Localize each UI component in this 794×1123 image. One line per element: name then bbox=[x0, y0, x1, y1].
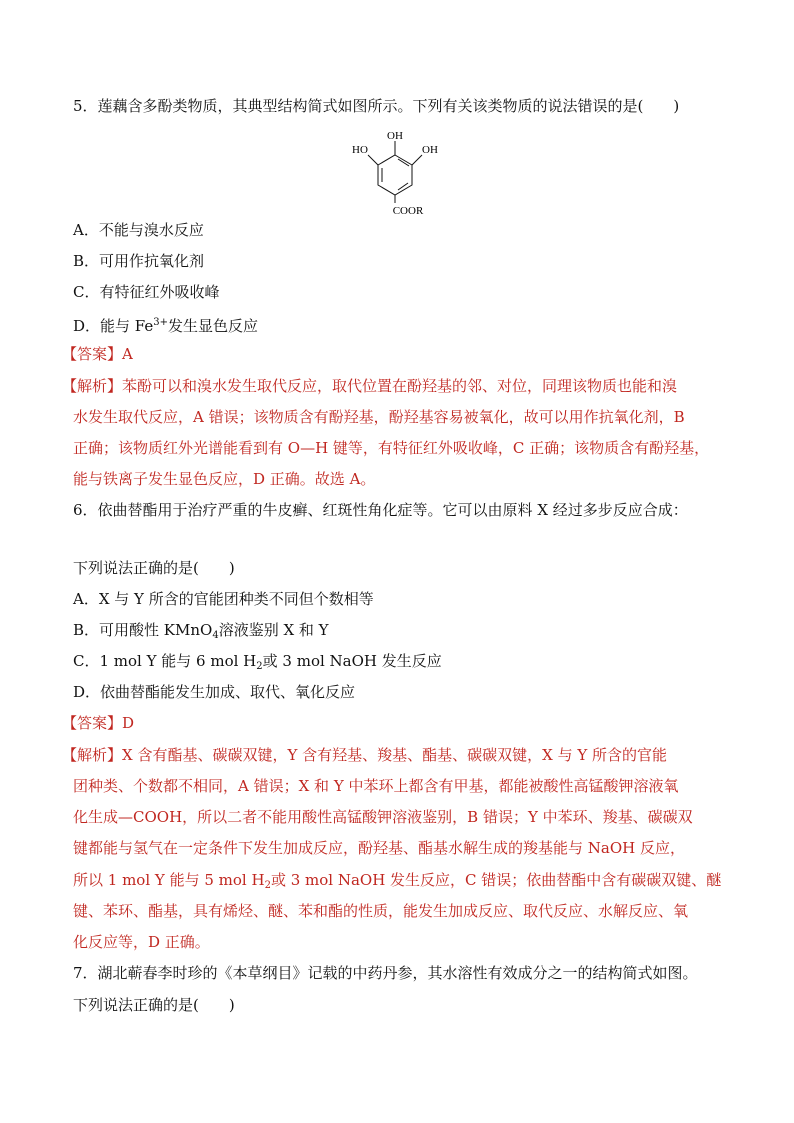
q6-option-d: D．依曲替酯能发生加成、取代、氧化反应 bbox=[73, 683, 356, 701]
answer-label: 【答案】 bbox=[62, 345, 123, 363]
fe-charge: 3+ bbox=[153, 317, 169, 328]
kmno4-subscript: 4 bbox=[212, 630, 219, 641]
explain-text-end: 或 3 mol NaOH 发生反应，C 错误；依曲替酯中含有碳碳双键、醚 bbox=[270, 871, 722, 889]
q5-stem: 5．莲藕含多酚类物质，其典型结构简式如图所示。下列有关该类物质的说法错误的是( ) bbox=[73, 97, 680, 115]
oh-top-label: OH bbox=[387, 130, 403, 142]
q6-option-a: A．X 与 Y 所含的官能团种类不同但个数相等 bbox=[73, 590, 374, 608]
q6-answer bbox=[62, 713, 134, 733]
coor-label: COOR bbox=[392, 205, 424, 217]
q5-option-c: C．有特征红外吸收峰 bbox=[73, 283, 220, 301]
q6-option-c-text-end: 或 3 mol NaOH 发生反应 bbox=[262, 652, 442, 670]
q6-explain-line-3: 化生成—COOH，所以二者不能用酸性高锰酸钾溶液鉴别，B 错误；Y 中苯环、羧基、碳碳双 bbox=[73, 808, 693, 826]
h2-subscript: 2 bbox=[264, 880, 271, 891]
q6-explain-line-2: 团种类、个数都不相同，A 错误；X 和 Y 中苯环上都含有甲基，都能被酸性高锰酸钾溶液氧 bbox=[73, 777, 679, 795]
q6-explain-line-1 bbox=[62, 745, 667, 765]
q5-explain-line-1 bbox=[62, 376, 677, 396]
answer-value: D bbox=[122, 714, 135, 732]
q5-explain-line-3: 正确；该物质红外光谱能看到有 O—H 键等，有特征红外吸收峰，C 正确；该物质含有酚羟基， bbox=[73, 439, 710, 457]
q6-explain-line-7: 化反应等，D 正确。 bbox=[73, 933, 210, 951]
explain-label: 【解析】 bbox=[62, 377, 123, 395]
q5-option-a: A．不能与溴水反应 bbox=[73, 221, 204, 239]
q6-stem: 6．依曲替酯用于治疗严重的牛皮癣、红斑性角化症等。它可以由原料 X 经过多步反应合成： bbox=[73, 501, 688, 519]
q6-explain-line-5 bbox=[73, 870, 721, 896]
q5-option-d bbox=[73, 313, 258, 336]
oh-right-label: OH bbox=[422, 144, 438, 156]
q5-explain-line-4: 能与铁离子发生显色反应，D 正确。故选 A。 bbox=[73, 470, 376, 488]
explain-text: X 含有酯基、碳碳双键，Y 含有羟基、羧基、酯基、碳碳双键，X 与 Y 所含的官能 bbox=[122, 746, 668, 764]
benzene-ring bbox=[368, 141, 422, 203]
q7-prompt: 下列说法正确的是( ) bbox=[73, 996, 235, 1014]
explain-text: 所以 1 mol Y 能与 5 mol H bbox=[73, 871, 265, 889]
q6-explain-line-6: 键、苯环、酯基，具有烯烃、醚、苯和酯的性质，能发生加成反应、取代反应、水解反应、氧 bbox=[73, 902, 689, 920]
explain-label: 【解析】 bbox=[62, 746, 123, 764]
ho-left-label: HO bbox=[352, 144, 368, 156]
q6-option-b bbox=[73, 620, 329, 646]
q5-option-b: B．可用作抗氧化剂 bbox=[73, 252, 205, 270]
q6-option-b-text-end: 溶液鉴别 X 和 Y bbox=[218, 621, 329, 639]
answer-value: A bbox=[122, 345, 133, 363]
q6-option-b-text: B．可用酸性 KMnO bbox=[73, 621, 213, 639]
q5-option-d-text: D．能与 Fe bbox=[73, 317, 154, 335]
q6-explain-line-4: 键都能与氢气在一定条件下发生加成反应，酚羟基、酯基水解生成的羧基能与 NaOH 反应， bbox=[73, 839, 685, 857]
q5-explain-line-2: 水发生取代反应，A 错误；该物质含有酚羟基，酚羟基容易被氧化，故可以用作抗氧化剂，B bbox=[73, 408, 685, 426]
explain-text: 苯酚可以和溴水发生取代反应，取代位置在酚羟基的邻、对位，同理该物质也能和溴 bbox=[122, 377, 678, 395]
polyphenol-structure bbox=[330, 125, 460, 220]
q5-option-d-text-end: 发生显色反应 bbox=[168, 317, 259, 335]
q7-stem: 7．湖北蕲春李时珍的《本草纲目》记载的中药丹参，其水溶性有效成分之一的结构简式如图。 bbox=[73, 964, 698, 982]
q6-prompt: 下列说法正确的是( ) bbox=[73, 559, 235, 577]
q5-answer bbox=[62, 344, 133, 364]
answer-label: 【答案】 bbox=[62, 714, 123, 732]
q6-option-c-text: C．1 mol Y 能与 6 mol H bbox=[73, 652, 257, 670]
h2-subscript: 2 bbox=[256, 661, 263, 672]
q6-option-c bbox=[73, 651, 442, 677]
